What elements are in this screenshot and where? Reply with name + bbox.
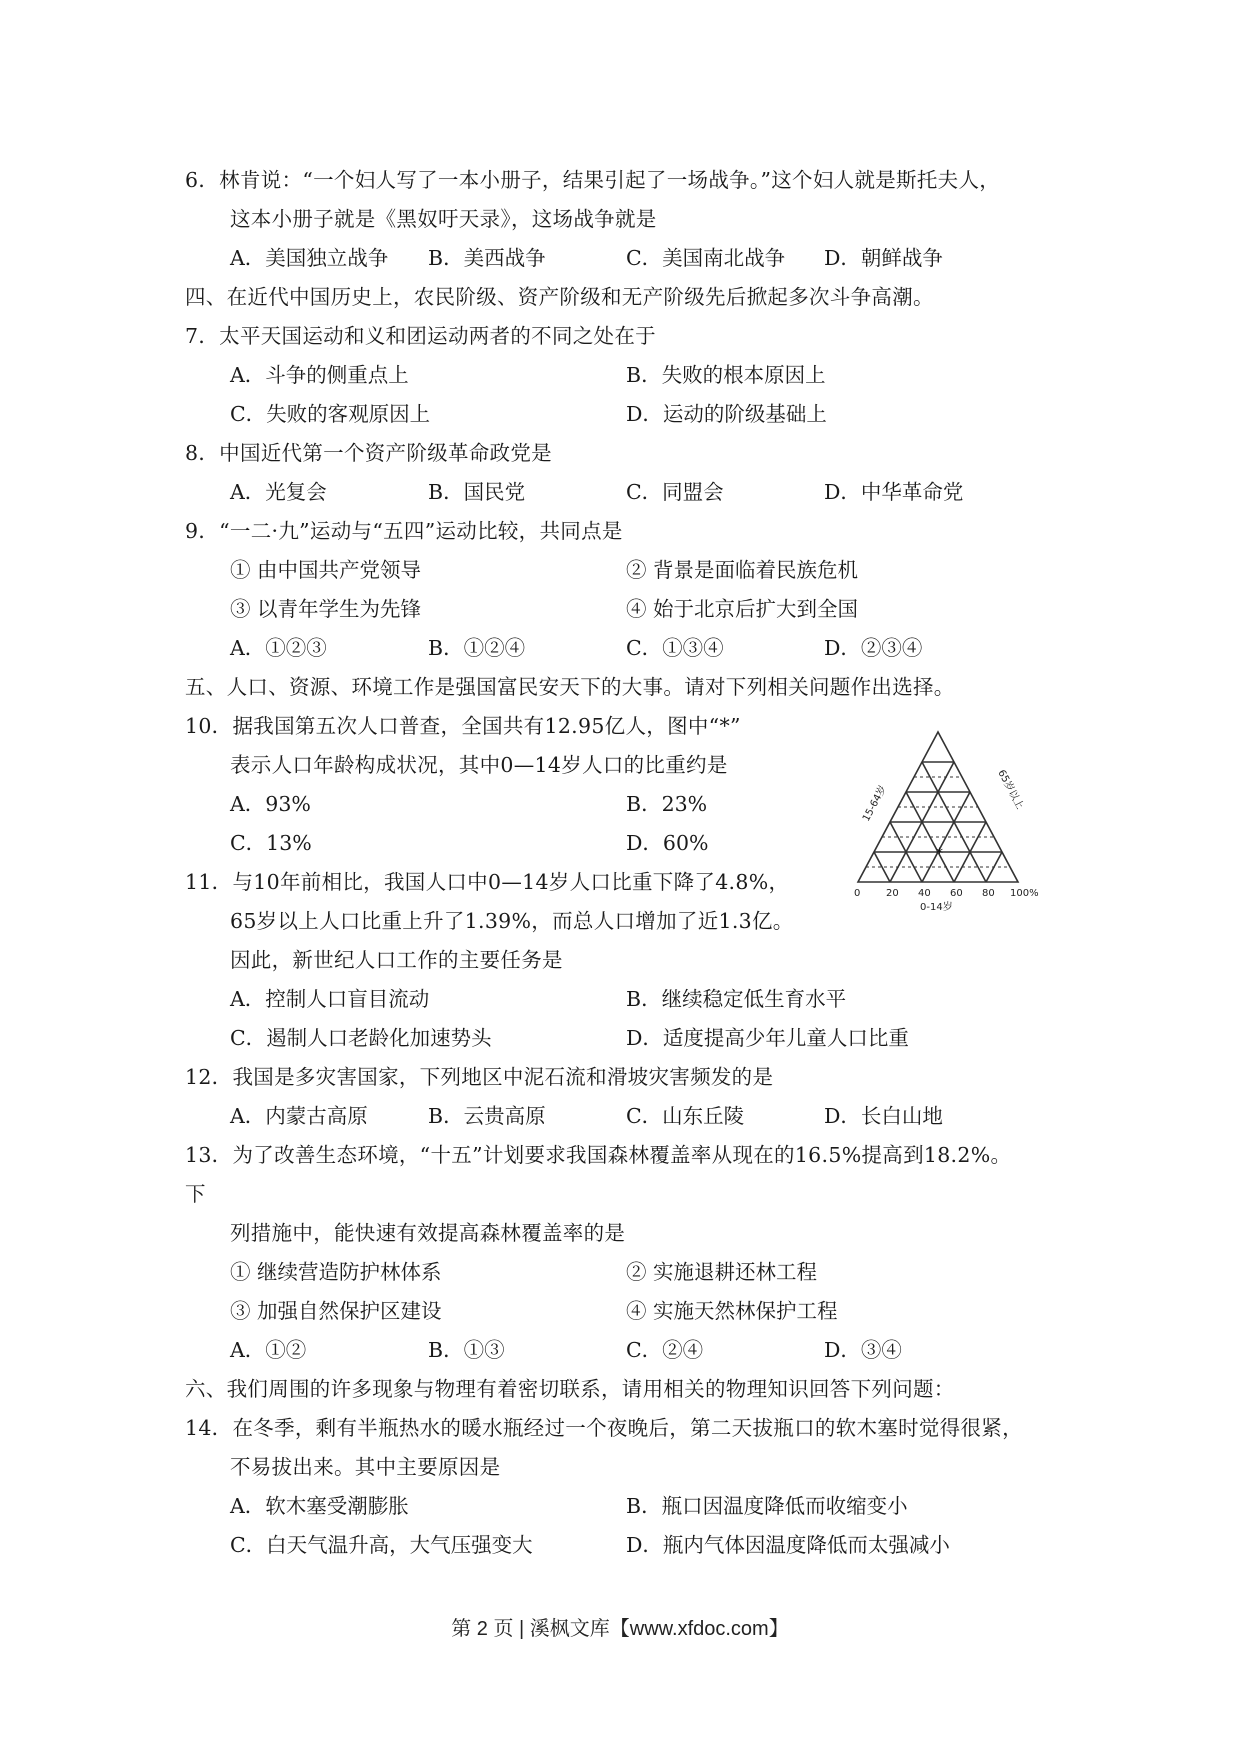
- q7-option-d: D．运动的阶级基础上: [626, 402, 827, 426]
- section-4-heading: 四、在近代中国历史上，农民阶级、资产阶级和无产阶级先后掀起多次斗争高潮。: [185, 285, 934, 309]
- q12-option-d: D．长白山地: [824, 1104, 943, 1128]
- q6-option-d: D．朝鲜战争: [824, 246, 943, 270]
- q14-option-d: D．瓶内气体因温度降低而太强减小: [626, 1533, 950, 1557]
- q6-option-c: C．美国南北战争: [626, 246, 786, 270]
- q14-stem-line2: 不易拔出来。其中主要原因是: [230, 1455, 501, 1479]
- q8-option-d: D．中华革命党: [824, 480, 964, 504]
- q9-item-2: ② 背景是面临着民族危机: [626, 558, 859, 582]
- q10-option-b: B．23%: [626, 792, 708, 816]
- q10-option-c: C．13%: [230, 831, 312, 855]
- tick-20: 20: [886, 888, 899, 899]
- q11-stem-line3: 因此，新世纪人口工作的主要任务是: [230, 948, 563, 972]
- q12-stem: 12．我国是多灾害国家，下列地区中泥石流和滑坡灾害频发的是: [185, 1065, 774, 1089]
- q7-option-a: A．斗争的侧重点上: [230, 363, 409, 387]
- q9-option-b: B．①②④: [428, 636, 526, 660]
- q9-option-c: C．①③④: [626, 636, 724, 660]
- q11-option-b: B．继续稳定低生育水平: [626, 987, 847, 1011]
- q13-stem-line2: 列措施中，能快速有效提高森林覆盖率的是: [230, 1221, 626, 1245]
- axis-label-65-plus: 65岁以上: [995, 768, 1026, 812]
- q13-option-d: D．③④: [824, 1338, 902, 1362]
- q13-item-4: ④ 实施天然林保护工程: [626, 1299, 838, 1323]
- q9-option-d: D．②③④: [824, 636, 923, 660]
- q9-item-4: ④ 始于北京后扩大到全国: [626, 597, 859, 621]
- q13-stem-line1-wrap: 下: [185, 1182, 206, 1206]
- q14-option-b: B．瓶口因温度降低而收缩变小: [626, 1494, 908, 1518]
- q6-option-b: B．美西战争: [428, 246, 546, 270]
- tick-80: 80: [982, 888, 995, 899]
- q14-option-a: A．软木塞受潮膨胀: [230, 1494, 409, 1518]
- q11-option-c: C．遏制人口老龄化加速势头: [230, 1026, 492, 1050]
- tick-60: 60: [950, 888, 963, 899]
- q14-stem-line1: 14．在冬季，剩有半瓶热水的暖水瓶经过一个夜晚后，第二天拔瓶口的软木塞时觉得很紧，: [185, 1416, 1023, 1440]
- q7-stem: 7．太平天国运动和义和团运动两者的不同之处在于: [185, 324, 656, 348]
- q13-stem-line1: 13．为了改善生态环境，“十五”计划要求我国森林覆盖率从现在的16.5%提高到18.2%。: [185, 1143, 1012, 1167]
- q13-item-2: ② 实施退耕还林工程: [626, 1260, 818, 1284]
- q8-stem: 8．中国近代第一个资产阶级革命政党是: [185, 441, 552, 465]
- q13-option-b: B．①③: [428, 1338, 505, 1362]
- ternary-diagram: [838, 712, 1048, 912]
- tick-100: 100%: [1010, 888, 1039, 899]
- q10-stem-line1: 10．据我国第五次人口普查，全国共有12.95亿人，图中“*”: [185, 714, 741, 738]
- q10-option-d: D．60%: [626, 831, 709, 855]
- tick-0: 0: [854, 888, 861, 899]
- page-footer: 第 2 页 | 溪枫文库【www.xfdoc.com】: [451, 1618, 789, 1640]
- axis-label-0-14: 0-14岁: [920, 902, 953, 912]
- q9-stem: 9．“一二·九”运动与“五四”运动比较，共同点是: [185, 519, 623, 543]
- q8-option-b: B．国民党: [428, 480, 526, 504]
- q6-stem-line2: 这本小册子就是《黑奴吁天录》，这场战争就是: [230, 207, 657, 231]
- q6-option-a: A．美国独立战争: [230, 246, 389, 270]
- section-5-heading: 五、人口、资源、环境工作是强国富民安天下的大事。请对下列相关问题作出选择。: [185, 675, 955, 699]
- q7-option-b: B．失败的根本原因上: [626, 363, 826, 387]
- q11-option-d: D．适度提高少年儿童人口比重: [626, 1026, 909, 1050]
- q9-item-3: ③ 以青年学生为先锋: [230, 597, 422, 621]
- q9-item-1: ① 由中国共产党领导: [230, 558, 422, 582]
- star-marker: *: [936, 846, 943, 862]
- axis-label-15-64: 15-64岁: [860, 783, 889, 824]
- q7-option-c: C．失败的客观原因上: [230, 402, 431, 426]
- tick-40: 40: [918, 888, 931, 899]
- q12-option-a: A．内蒙古高原: [230, 1104, 368, 1128]
- q11-option-a: A．控制人口盲目流动: [230, 987, 430, 1011]
- q13-option-c: C．②④: [626, 1338, 704, 1362]
- q8-option-c: C．同盟会: [626, 480, 724, 504]
- q10-stem-line2: 表示人口年龄构成状况，其中0—14岁人口的比重约是: [230, 753, 728, 777]
- q12-option-c: C．山东丘陵: [626, 1104, 745, 1128]
- q12-option-b: B．云贵高原: [428, 1104, 546, 1128]
- q11-stem-line2: 65岁以上人口比重上升了1.39%，而总人口增加了近1.3亿。: [230, 909, 794, 933]
- q13-item-1: ① 继续营造防护林体系: [230, 1260, 442, 1284]
- population-triangle-figure: [838, 712, 1048, 912]
- q14-option-c: C．白天气温升高，大气压强变大: [230, 1533, 533, 1557]
- q11-stem-line1: 11．与10年前相比，我国人口中0—14岁人口比重下降了4.8%，: [185, 870, 790, 894]
- q10-option-a: A．93%: [230, 792, 311, 816]
- q6-stem-line1: 6．林肯说：“一个妇人写了一本小册子，结果引起了一场战争。”这个妇人就是斯托夫人，: [185, 168, 1001, 192]
- q13-option-a: A．①②: [230, 1338, 307, 1362]
- q9-option-a: A．①②③: [230, 636, 327, 660]
- q8-option-a: A．光复会: [230, 480, 327, 504]
- section-6-heading: 六、我们周围的许多现象与物理有着密切联系，请用相关的物理知识回答下列问题：: [185, 1377, 955, 1401]
- q13-item-3: ③ 加强自然保护区建设: [230, 1299, 442, 1323]
